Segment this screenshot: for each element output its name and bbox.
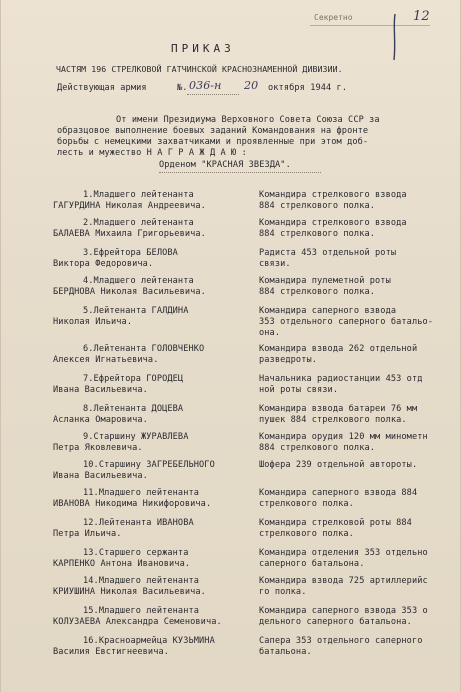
entry-position-line-2: го полка. bbox=[259, 587, 307, 597]
order-number: 036-н bbox=[189, 79, 222, 92]
entry-position-line-1: Радиста 453 отдельной роты bbox=[259, 248, 397, 258]
entry-position-line-2: разведроты. bbox=[259, 355, 318, 365]
entry-name-line-1: 10.Старшину ЗАГРЕБЕЛЬНОГО bbox=[83, 460, 215, 470]
entry-position-line-1: Шофера 239 отдельной автороты. bbox=[259, 460, 418, 470]
corner-handwritten-mark: 12 bbox=[413, 9, 430, 24]
entry-position-line-2: стрелкового полка. bbox=[259, 499, 354, 509]
order-day: 20 bbox=[244, 79, 259, 92]
entry-name-line-1: 1.Младшего лейтенанта bbox=[83, 190, 194, 200]
entry-name-line-2: Василия Евстигнеевича. bbox=[53, 647, 170, 657]
order-number-prefix: №. bbox=[177, 83, 188, 93]
entry-name-line-2: КРИУШИНА Николая Васильевича. bbox=[53, 587, 206, 597]
entry-name-line-1: 3.Ефрейтора БЕЛОВА bbox=[83, 248, 178, 258]
entry-position-line-1: Командира взвода 725 артиллерийс bbox=[259, 576, 428, 586]
entry-position-line-2: 884 стрелкового полка. bbox=[259, 201, 376, 211]
entry-name-line-2: ГАГУРДИНА Николая Андреевича. bbox=[53, 201, 206, 211]
stamp-text: Секретно bbox=[314, 13, 353, 22]
entry-position-line-2: пушек 884 стрелкового полка. bbox=[259, 415, 407, 425]
entry-name-line-2: Асланка Омаровича. bbox=[53, 415, 148, 425]
award-name: Орденом "КРАСНАЯ ЗВЕЗДА". bbox=[159, 160, 291, 170]
army-label: Действующая армия bbox=[57, 83, 147, 93]
preamble-line-1: От имени Президиума Верховного Совета Союза ССР за bbox=[116, 115, 380, 125]
entry-position-line-1: Командира стрелковой роты 884 bbox=[259, 518, 412, 528]
entry-position-line-1: Командира взвода 262 отдельной bbox=[259, 344, 418, 354]
entry-position-line-1: Командира отделения 353 отдельно bbox=[259, 548, 428, 558]
entry-name-line-1: 6.Лейтенанта ГОЛОВЧЕНКО bbox=[83, 344, 205, 354]
entry-position-line-3: она. bbox=[259, 328, 281, 338]
entry-name-line-1: 9.Старшину ЖУРАВЛЕВА bbox=[83, 432, 189, 442]
secret-stamp bbox=[310, 11, 430, 26]
entry-position-line-1: Командира саперного взвода 884 bbox=[259, 488, 418, 498]
entry-name-line-1: 4.Младшего лейтенанта bbox=[83, 276, 194, 286]
preamble-line-4: лесть и мужество Н А Г Р А Ж Д А Ю : bbox=[57, 148, 247, 158]
entry-name-line-1: 16.Красноармейца КУЗЬМИНА bbox=[83, 636, 215, 646]
document-subtitle: ЧАСТЯМ 196 СТРЕЛКОВОЙ ГАТЧИНСКОЙ КРАСНОЗНАМЕННОЙ ДИВИЗИИ. bbox=[56, 64, 343, 74]
entry-name-line-1: 14.Младшего лейтенанта bbox=[83, 576, 200, 586]
entry-position-line-2: саперного батальона. bbox=[259, 559, 365, 569]
entry-name-line-2: Николая Ильича. bbox=[53, 317, 133, 327]
entry-position-line-1: Командира орудия 120 мм минометн bbox=[259, 432, 428, 442]
entry-position-line-2: 884 стрелкового полка. bbox=[259, 229, 376, 239]
entry-name-line-2: БЕРДНОВА Николая Васильевича. bbox=[53, 287, 206, 297]
order-date-rest: октября 1944 г. bbox=[268, 83, 348, 93]
entry-name-line-2: Виктора Федоровича. bbox=[53, 259, 154, 269]
entry-name-line-1: 13.Старшего сержанта bbox=[83, 548, 189, 558]
entry-position-line-1: Начальника радиостанции 453 отд bbox=[259, 374, 423, 384]
entry-position-line-1: Командира саперного взвода 353 о bbox=[259, 606, 428, 616]
entry-position-line-1: Командира взвода батареи 76 мм bbox=[259, 404, 418, 414]
entry-name-line-1: 12.Лейтенанта ИВАНОВА bbox=[83, 518, 194, 528]
award-underline bbox=[159, 171, 321, 173]
entry-position-line-1: Командира стрелкового взвода bbox=[259, 218, 407, 228]
entry-position-line-1: Командира саперного взвода bbox=[259, 306, 397, 316]
preamble-line-3: борьбы с немецкими захватчиками и проявленные при этом доб- bbox=[57, 137, 369, 147]
entry-position-line-2: 884 стрелкового полка. bbox=[259, 287, 376, 297]
entry-name-line-2: ИВАНОВА Никодима Никифоровича. bbox=[53, 499, 212, 509]
entry-name-line-2: Алексея Игнатьевича. bbox=[53, 355, 159, 365]
entry-position-line-1: Командира пулеметной роты bbox=[259, 276, 391, 286]
entry-name-line-1: 15.Младшего лейтенанта bbox=[83, 606, 200, 616]
entry-position-line-2: батальона. bbox=[259, 647, 312, 657]
entry-position-line-2: 884 стрелкового полка. bbox=[259, 443, 376, 453]
document-title: ПРИКАЗ bbox=[171, 42, 235, 55]
entry-position-line-2: дельного саперного батальона. bbox=[259, 617, 412, 627]
entry-position-line-2: стрелкового полка. bbox=[259, 529, 354, 539]
entry-name-line-1: 7.Ефрейтора ГОРОДЕЦ bbox=[83, 374, 184, 384]
handwritten-stroke-icon bbox=[388, 12, 402, 62]
entry-name-line-2: Петра Яковлевича. bbox=[53, 443, 143, 453]
entry-name-line-2: КАРПЕНКО Антона Ивановича. bbox=[53, 559, 191, 569]
entry-position-line-2: связи. bbox=[259, 259, 291, 269]
entry-position-line-1: Сапера 353 отдельного саперного bbox=[259, 636, 423, 646]
entry-position-line-2: ной роты связи. bbox=[259, 385, 339, 395]
entry-name-line-2: Ивана Васильевича. bbox=[53, 471, 148, 481]
entry-position-line-2: 353 отдельного саперного батальо- bbox=[259, 317, 434, 327]
entry-name-line-1: 11.Младшего лейтенанта bbox=[83, 488, 200, 498]
entry-name-line-1: 8.Лейтенанта ДОЦЕВА bbox=[83, 404, 184, 414]
entry-name-line-2: КОЛУЗАЕВА Александра Семеновича. bbox=[53, 617, 222, 627]
preamble-line-2: образцовое выполнение боевых заданий Командования на фронте bbox=[57, 126, 369, 136]
entry-position-line-1: Командира стрелкового взвода bbox=[259, 190, 407, 200]
entry-name-line-2: Ивана Васильевича. bbox=[53, 385, 148, 395]
entry-name-line-1: 5.Лейтенанта ГАЛДИНА bbox=[83, 306, 189, 316]
entry-name-line-1: 2.Младшего лейтенанта bbox=[83, 218, 194, 228]
entry-name-line-2: Петра Ильича. bbox=[53, 529, 122, 539]
number-underline bbox=[187, 93, 239, 95]
entry-name-line-2: БАЛАЕВА Михаила Григорьевича. bbox=[53, 229, 206, 239]
